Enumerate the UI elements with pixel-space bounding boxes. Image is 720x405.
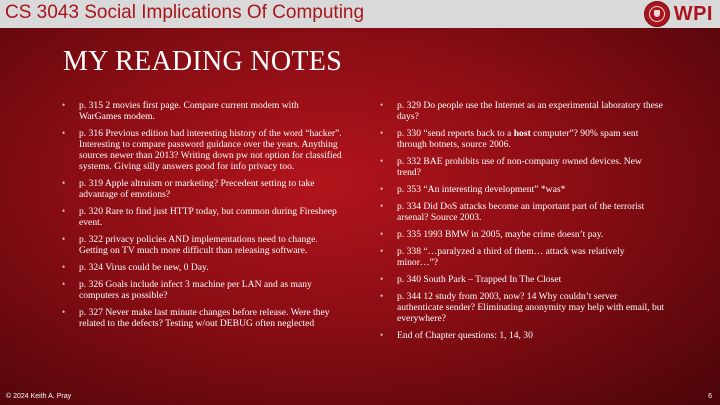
- list-item: [380, 246, 665, 268]
- note-text: p. 319 Apple altruism or marketing? Precedent setting to take advantage of emotions?: [79, 178, 315, 200]
- list-item: [380, 128, 665, 150]
- list-item: [62, 279, 342, 301]
- list-item: [380, 156, 665, 178]
- bullet-icon: •: [380, 156, 384, 166]
- note-text: p. 334 Did DoS attacks become an important part of the terrorist arsenal? Source 2003.: [397, 201, 645, 223]
- note-text: p. 316 Previous edition had interesting history of the word “hacker”. Interesting to compare password guidance over the years. Anything sources newer than 2013? Writing down pw not option for classified systems. Giving silly answers good for info privacy too.: [79, 128, 342, 172]
- list-item: [380, 201, 665, 223]
- note-text: p. 320 Rare to find just HTTP today, but common during Firesheep event.: [79, 206, 337, 228]
- note-text: p. 344 12 study from 2003, now? 14 Why couldn’t server authenticate sender? Eliminating anonymity may help with email, but everywhere?: [397, 291, 665, 324]
- note-text: p. 338 “…paralyzed a third of them… attack was relatively minor…”?: [397, 246, 625, 268]
- bullet-icon: •: [62, 262, 66, 272]
- wpi-seal-icon: [644, 1, 670, 27]
- bullet-icon: •: [380, 201, 384, 211]
- note-text: p. 329 Do people use the Internet as an experimental laboratory these days?: [397, 100, 663, 122]
- copyright-footer: © 2024 Keith A. Pray: [6, 393, 72, 400]
- note-text: p. 315 2 movies first page. Compare current modem with WarGames modem.: [79, 100, 299, 122]
- bullet-icon: •: [380, 330, 384, 340]
- note-text-after: computer”? 90% spam sent through botnets, source 2006.: [397, 128, 639, 150]
- bullet-icon: •: [380, 274, 384, 284]
- bullet-icon: •: [380, 100, 384, 110]
- notes-list-right: [380, 100, 665, 347]
- list-item: [62, 262, 342, 273]
- slide-number: 6: [708, 393, 712, 400]
- bullet-icon: •: [62, 128, 66, 138]
- bullet-icon: •: [380, 184, 384, 194]
- slide-title: MY READING NOTES: [63, 46, 343, 77]
- list-item: [380, 100, 665, 122]
- bullet-icon: •: [380, 246, 384, 256]
- bullet-icon: •: [380, 229, 384, 239]
- list-item: [380, 330, 665, 341]
- note-text: p. 327 Never make last minute changes before release. Were they related to the defects? Testing w/out DEBUG often neglected: [79, 307, 330, 329]
- notes-list-left: [62, 100, 342, 335]
- bullet-icon: •: [380, 291, 384, 301]
- note-text: p. 340 South Park – Trapped In The Closet: [397, 274, 562, 285]
- note-text: End of Chapter questions: 1, 14, 30: [397, 330, 533, 341]
- note-text: p. 353 “An interesting development” *was*: [397, 184, 566, 195]
- bullet-icon: •: [62, 307, 66, 317]
- wpi-logo-text: WPI: [673, 2, 713, 25]
- bullet-icon: •: [62, 279, 66, 289]
- bullet-icon: •: [62, 206, 66, 216]
- list-item: [62, 128, 342, 172]
- note-text-bold: host: [513, 128, 531, 139]
- list-item: [62, 100, 342, 122]
- list-item: [380, 184, 665, 195]
- course-title: CS 3043 Social Implications Of Computing: [5, 2, 365, 23]
- list-item: [62, 178, 342, 200]
- wpi-logo: [644, 1, 713, 27]
- bullet-icon: •: [380, 128, 384, 138]
- list-item: [62, 307, 342, 329]
- note-text-before: p. 330 “send reports back to a: [397, 128, 514, 139]
- header-bar: [0, 0, 720, 28]
- list-item: [62, 234, 342, 256]
- note-text: p. 322 privacy policies AND implementations need to change. Getting on TV much more difficult than releasing software.: [79, 234, 318, 256]
- list-item: [62, 206, 342, 228]
- list-item: [380, 291, 665, 324]
- bullet-icon: •: [62, 234, 66, 244]
- note-text: p. 332 BAE prohibits use of non-company owned devices. New trend?: [397, 156, 642, 178]
- note-text: p. 335 1993 BMW in 2005, maybe crime doesn’t pay.: [397, 229, 604, 240]
- bullet-icon: •: [62, 100, 66, 110]
- list-item: [380, 229, 665, 240]
- note-text: p. 326 Goals include infect 3 machine per LAN and as many computers as possible?: [79, 279, 312, 301]
- note-text: p. 324 Virus could be new, 0 Day.: [79, 262, 209, 273]
- list-item: [380, 274, 665, 285]
- bullet-icon: •: [62, 178, 66, 188]
